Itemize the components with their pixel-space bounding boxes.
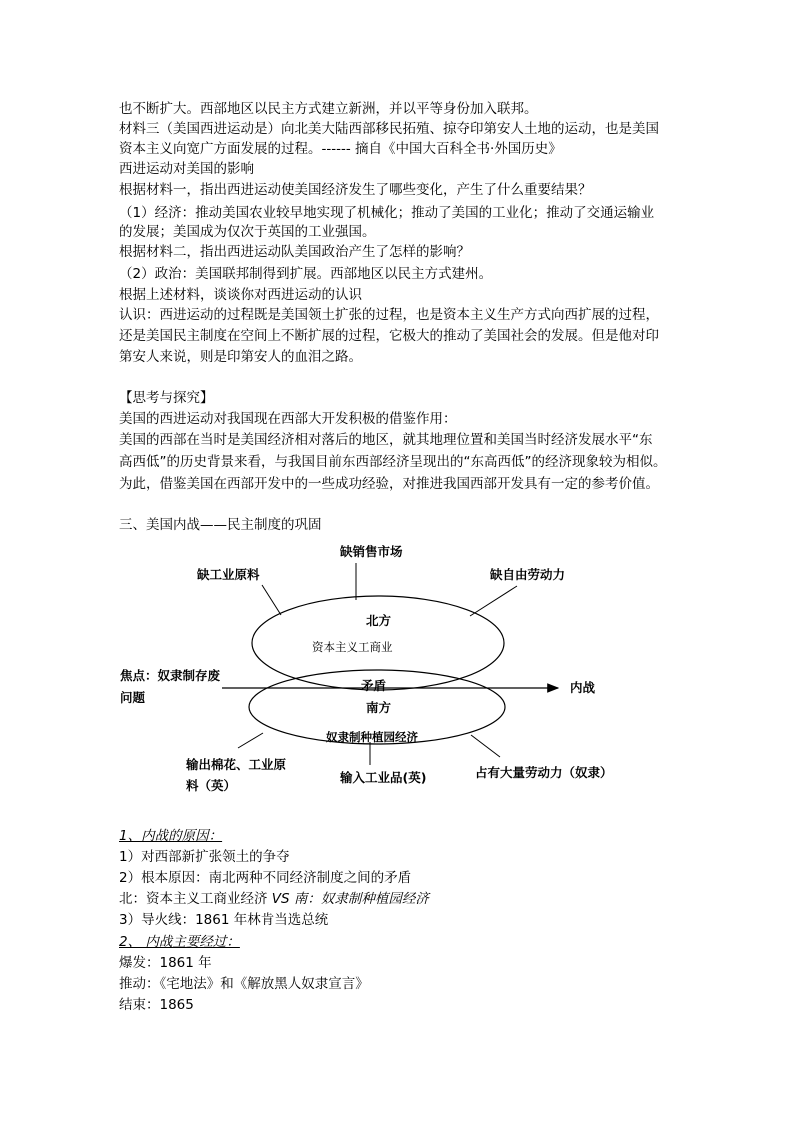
north-economy-text: 北：资本主义工商业经济 bbox=[119, 891, 272, 907]
connector-line bbox=[238, 733, 263, 748]
label-conflict: 矛盾 bbox=[361, 678, 387, 693]
answer-line: （1）经济：推动美国农业较早地实现了机械化；推动了美国的工业化；推动了交通运输业 bbox=[119, 205, 655, 221]
label-export-cont: 料（英） bbox=[186, 778, 237, 793]
question-line: 根据材料二，指出西进运动队美国政治产生了怎样的影响？ bbox=[119, 244, 470, 260]
civil-war-causes-diagram bbox=[0, 535, 794, 805]
section-heading: 三、美国内战——民主制度的巩固 bbox=[119, 517, 322, 533]
label-import: 输入工业品(英) bbox=[340, 770, 427, 785]
text-line: 美国的西进运动对我国现在西部大开发积极的借鉴作用： bbox=[119, 411, 457, 427]
label-south-economy: 奴隶制种植园经济 bbox=[326, 730, 418, 744]
label-free-labor: 缺自由劳动力 bbox=[490, 567, 566, 582]
label-civil-war: 内战 bbox=[570, 680, 596, 695]
label-south: 南方 bbox=[366, 700, 392, 715]
list-item: 爆发：1861 年 bbox=[119, 955, 212, 971]
label-export: 输出棉花、工业原 bbox=[186, 757, 287, 772]
answer-line: 第安人来说，则是印第安人的血泪之路。 bbox=[119, 349, 362, 365]
answer-line: 还是美国民主制度在空间上不断扩展的过程，它极大的推动了美国社会的发展。但是他对印 bbox=[119, 328, 659, 344]
list-item: 2）根本原因：南北两种不同经济制度之间的矛盾 bbox=[119, 870, 412, 886]
question-line: 根据上述材料，谈谈你对西进运动的认识 bbox=[119, 287, 362, 303]
answer-line: （2）政治：美国联邦制得到扩展。西部地区以民主方式建州。 bbox=[119, 266, 493, 282]
subheading: 2、 内战主要经过： bbox=[119, 934, 240, 950]
subheading: 1、内战的原因： bbox=[119, 828, 223, 844]
text-line: 也不断扩大。西部地区以民主方式建立新洲，并以平等身份加入联邦。 bbox=[119, 101, 538, 117]
text-line: 高西低”的历史背景来看，与我国目前东西部经济呈现出的“东高西低”的经济现象较为相似。 bbox=[119, 454, 667, 470]
text-line: 资本主义向宽广方面发展的过程。------ 摘自《中国大百科全书·外国历史》 bbox=[119, 141, 562, 157]
label-focus-cont: 问题 bbox=[120, 690, 146, 705]
list-item: 结束：1865 bbox=[119, 997, 194, 1013]
connector-line bbox=[470, 586, 517, 616]
label-north: 北方 bbox=[366, 613, 392, 628]
text-line: 美国的西部在当时是美国经济相对落后的地区，就其地理位置和美国当时经济发展水平“东 bbox=[119, 432, 653, 448]
section-heading: 【思考与探究】 bbox=[119, 390, 214, 406]
label-raw-materials: 缺工业原料 bbox=[197, 567, 260, 582]
list-item: 推动：《宅地法》和《解放黑人奴隶宣言》 bbox=[119, 976, 369, 992]
question-line: 根据材料一，指出西进运动使美国经济发生了哪些变化，产生了什么重要结果？ bbox=[119, 182, 592, 198]
connector-line bbox=[262, 585, 281, 615]
list-item: 3）导火线：1861 年林肯当选总统 bbox=[119, 912, 329, 928]
connector-line bbox=[471, 735, 500, 757]
text-line: 材料三（美国西进运动是）向北美大陆西部移民拓殖、掠夺印第安人土地的运动，也是美国 bbox=[119, 121, 659, 137]
label-focus: 焦点：奴隶制存废 bbox=[120, 668, 221, 683]
label-north-economy: 资本主义工商业 bbox=[312, 640, 393, 654]
label-slave-labor: 占有大量劳动力（奴隶） bbox=[475, 765, 613, 780]
answer-line: 的发展；美国成为仅次于英国的工业强国。 bbox=[119, 224, 376, 240]
list-item bbox=[119, 889, 429, 909]
text-line: 西进运动对美国的影响 bbox=[119, 161, 254, 177]
list-item: 1）对西部新扩张领土的争夺 bbox=[119, 849, 290, 865]
answer-line: 认识：西进运动的过程既是美国领土扩张的过程，也是资本主义生产方式向西扩展的过程， bbox=[119, 307, 659, 323]
label-market: 缺销售市场 bbox=[340, 544, 403, 559]
south-economy-text: VS 南：奴隶制种植园经济 bbox=[271, 891, 429, 907]
text-line: 为此，借鉴美国在西部开发中的一些成功经验，对推进我国西部开发具有一定的参考价值。 bbox=[119, 476, 659, 492]
